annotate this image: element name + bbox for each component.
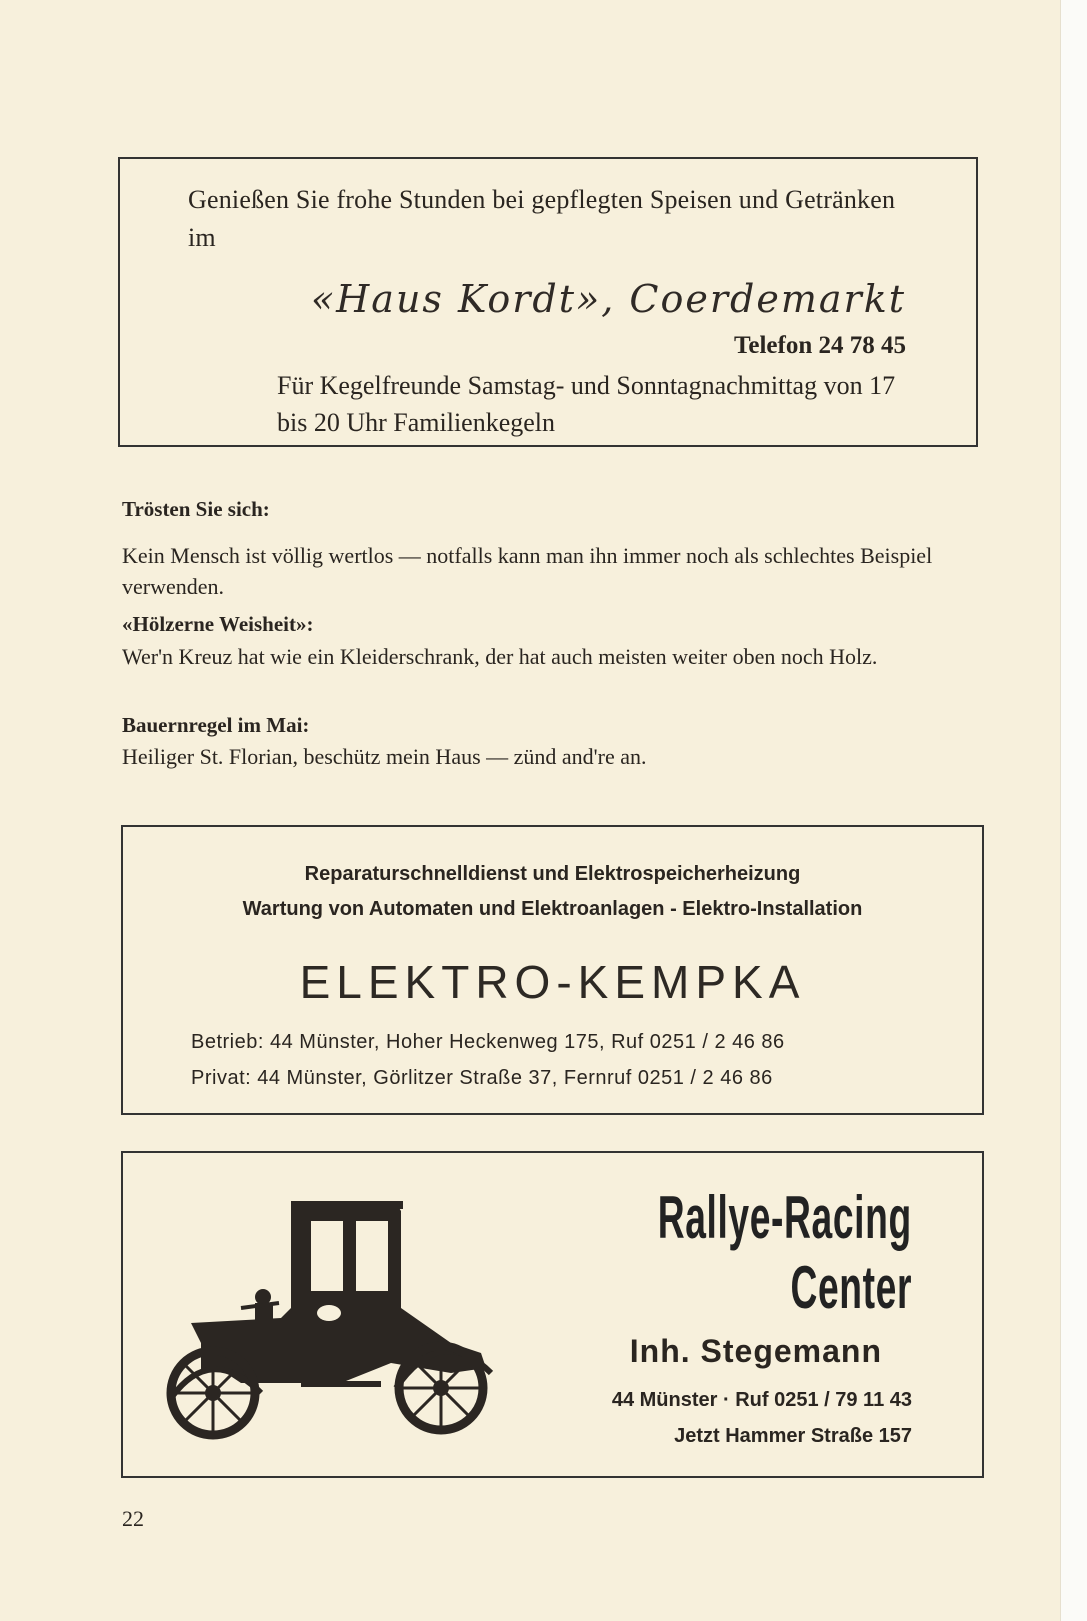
quote-text: Kein Mensch ist völlig wertlos — notfalls kann man ihn immer noch als schlechtes Beispiel verwenden.: [122, 543, 933, 599]
ad-kempka-brand: ELEKTRO-KEMPKA: [299, 956, 806, 1008]
ad-rallye-brand-line2: Center: [790, 1254, 912, 1321]
ad-haus-kordt: [118, 157, 978, 447]
ad-kordt-name: «Haus Kordt», Coerdemarkt: [310, 277, 906, 321]
ad-kordt-intro: Genießen Sie frohe Stunden bei gepflegten Speisen und Getränken im: [188, 185, 896, 252]
ad-rallye-street: Jetzt Hammer Straße 157: [674, 1425, 912, 1447]
ad-kempka-address-private: Privat: 44 Münster, Görlitzer Straße 37, Fernruf 0251 / 2 46 86: [191, 1067, 773, 1089]
ad-rallye-location: 44 Münster · Ruf 0251 / 79 11 43: [611, 1389, 912, 1411]
ad-kordt-bowling: Für Kegelfreunde Samstag- und Sonntagnachmittag von 17 bis 20 Uhr Familienkegeln: [277, 371, 896, 437]
ad-rallye-owner: Inh. Stegemann: [629, 1333, 882, 1369]
page-edge: [1060, 0, 1087, 1621]
ad-rallye-racing-center: [121, 1151, 984, 1478]
ad-rallye-brand-line1: Rallye-Racing: [657, 1184, 912, 1251]
ad-kordt-phone: Telefon 24 78 45: [734, 332, 906, 359]
ad-elektro-kempka: [121, 825, 984, 1115]
quote-title: «Hölzerne Weisheit»:: [122, 612, 314, 636]
quote-title: Bauernregel im Mai:: [122, 713, 310, 737]
quote-title: Trösten Sie sich:: [122, 497, 270, 521]
ad-kempka-service-line: Reparaturschnelldienst und Elektrospeicherheizung: [304, 863, 801, 885]
quote-text: Heiliger St. Florian, beschütz mein Haus — zünd and're an.: [122, 744, 647, 769]
ad-kempka-address-business: Betrieb: 44 Münster, Hoher Heckenweg 175, Ruf 0251 / 2 46 86: [191, 1031, 785, 1053]
quote-text: Wer'n Kreuz hat wie ein Kleiderschrank, der hat auch meisten weiter oben noch Holz.: [122, 644, 878, 669]
page-number: 22: [122, 1506, 144, 1531]
ad-kempka-service-line: Wartung von Automaten und Elektroanlagen - Elektro-Installation: [242, 898, 863, 920]
vintage-car-icon: [151, 1193, 511, 1443]
